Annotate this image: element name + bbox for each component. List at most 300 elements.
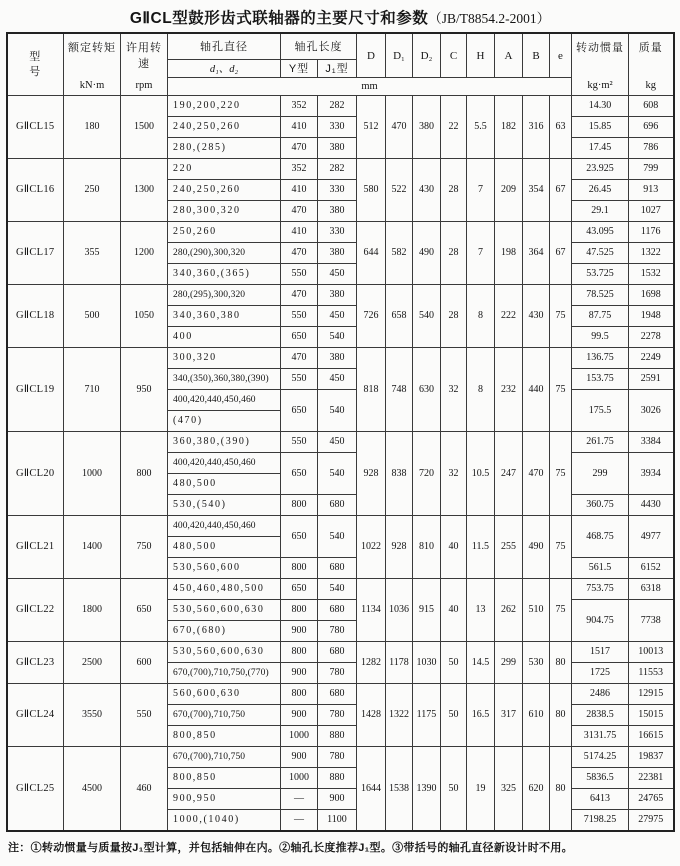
header-dim-D1: D₁: [386, 33, 413, 78]
table-row: [7, 516, 674, 558]
speed-cell: 800: [121, 432, 168, 516]
dim-cell: 1322: [386, 684, 413, 747]
dim-cell: 10.5: [467, 432, 495, 516]
j-length-cell: 680: [318, 558, 357, 579]
header-bore-length: 轴孔长度: [281, 33, 357, 59]
dim-cell: 1282: [357, 642, 386, 684]
bore-diameters: 670,(680): [173, 625, 227, 636]
torque-cell: 3550: [64, 684, 121, 747]
bore-cell: [168, 306, 281, 327]
bore-diameters: 800,850: [173, 730, 217, 741]
dim-cell: 582: [386, 222, 413, 285]
j-length-cell: 282: [318, 96, 357, 117]
mass-cell: 6318: [629, 579, 674, 600]
dim-cell: 75: [550, 285, 572, 348]
dim-cell: 928: [357, 432, 386, 516]
header-dim-D: D: [357, 33, 386, 78]
bore-diameters: 560,600,630: [173, 688, 241, 699]
header-dim-D2: D₂: [413, 33, 441, 78]
bore-diameters: 220: [173, 163, 193, 174]
dim-cell: 22: [441, 96, 467, 159]
j-length-cell: 540: [318, 390, 357, 432]
bore-cell: [168, 810, 281, 832]
dim-cell: 222: [495, 285, 523, 348]
torque-cell: 250: [64, 159, 121, 222]
j-length-cell: 680: [318, 600, 357, 621]
rated-torque-unit: kN·m: [79, 80, 105, 91]
dim-cell: 1538: [386, 747, 413, 832]
j-length-cell: 450: [318, 432, 357, 453]
dim-cell: 430: [413, 159, 441, 222]
dim-cell: 1022: [357, 516, 386, 579]
dim-cell: 915: [413, 579, 441, 642]
inertia-cell: 5836.5: [572, 768, 629, 789]
j-length-cell: 780: [318, 663, 357, 684]
mass-cell: 2249: [629, 348, 674, 369]
dim-cell: 13: [467, 579, 495, 642]
inertia-cell: 299: [572, 453, 629, 495]
y-length-cell: 470: [281, 348, 318, 369]
dim-cell: 1390: [413, 747, 441, 832]
torque-cell: 180: [64, 96, 121, 159]
mass-cell: 1698: [629, 285, 674, 306]
dim-cell: 182: [495, 96, 523, 159]
bore-diameters: 400,420,440,450,460: [173, 458, 256, 468]
dim-cell: 32: [441, 432, 467, 516]
j-length-cell: 780: [318, 747, 357, 768]
bore-cell: [168, 96, 281, 117]
inertia-cell: 43.095: [572, 222, 629, 243]
dim-cell: 512: [357, 96, 386, 159]
dim-cell: 325: [495, 747, 523, 832]
bore-diameters: 670,(700),710,750: [173, 710, 246, 720]
inertia-cell: 2838.5: [572, 705, 629, 726]
dim-cell: 209: [495, 159, 523, 222]
table-row: [7, 348, 674, 369]
y-length-cell: 410: [281, 117, 318, 138]
bore-cell: [168, 264, 281, 285]
bore-cell: [168, 642, 281, 663]
y-length-cell: 800: [281, 558, 318, 579]
y-length-cell: 800: [281, 684, 318, 705]
mass-cell: 19837: [629, 747, 674, 768]
y-length-cell: —: [281, 789, 318, 810]
j-length-cell: 880: [318, 726, 357, 747]
model-cell: GⅡCL19: [7, 348, 64, 432]
inertia-cell: 1517: [572, 642, 629, 663]
inertia-cell: 360.75: [572, 495, 629, 516]
model-cell: GⅡCL22: [7, 579, 64, 642]
table-row: [7, 432, 674, 453]
j-length-cell: 330: [318, 117, 357, 138]
bore-cell: [168, 516, 281, 558]
dim-cell: 75: [550, 432, 572, 516]
mass-cell: 11553: [629, 663, 674, 684]
bore-diameters: 480,500: [168, 473, 280, 494]
y-length-cell: 352: [281, 96, 318, 117]
torque-cell: 1400: [64, 516, 121, 579]
bore-cell: [168, 579, 281, 600]
y-length-cell: 550: [281, 432, 318, 453]
page-title: [0, 0, 680, 30]
header-dim-H: H: [467, 33, 495, 78]
bore-cell: [168, 243, 281, 264]
dim-cell: 50: [441, 642, 467, 684]
bore-diameters: 530,560,600,630: [173, 646, 265, 657]
inertia-cell: 468.75: [572, 516, 629, 558]
model-cell: GⅡCL20: [7, 432, 64, 516]
dim-cell: 630: [413, 348, 441, 432]
inertia-cell: 5174.25: [572, 747, 629, 768]
y-length-cell: —: [281, 810, 318, 832]
bore-diameters: 450,460,480,500: [173, 583, 265, 594]
mass-cell: 16615: [629, 726, 674, 747]
speed-cell: 550: [121, 684, 168, 747]
j-length-cell: 380: [318, 285, 357, 306]
bore-diameters: 530,560,600: [173, 562, 241, 573]
dim-cell: 7: [467, 222, 495, 285]
bore-cell: [168, 726, 281, 747]
j-length-cell: 540: [318, 516, 357, 558]
dim-cell: 610: [523, 684, 550, 747]
coupling-parameters-table: [6, 32, 675, 832]
dim-cell: 299: [495, 642, 523, 684]
dim-cell: 255: [495, 516, 523, 579]
bore-cell: [168, 768, 281, 789]
torque-cell: 1800: [64, 579, 121, 642]
dim-cell: 28: [441, 159, 467, 222]
inertia-cell: 753.75: [572, 579, 629, 600]
dim-cell: 620: [523, 747, 550, 832]
header-allowable-speed: [121, 33, 168, 96]
speed-cell: 460: [121, 747, 168, 832]
table-row: [7, 684, 674, 705]
dim-cell: 726: [357, 285, 386, 348]
inertia-cell: 3131.75: [572, 726, 629, 747]
mass-cell: 6152: [629, 558, 674, 579]
bore-diameters: 280,(290),300,320: [173, 248, 246, 258]
bore-cell: [168, 369, 281, 390]
y-length-cell: 650: [281, 327, 318, 348]
dim-cell: 28: [441, 222, 467, 285]
speed-cell: 750: [121, 516, 168, 579]
mass-cell: 3384: [629, 432, 674, 453]
bore-diameters: 340,360,(365): [173, 268, 251, 279]
dim-cell: 67: [550, 222, 572, 285]
inertia-cell: 153.75: [572, 369, 629, 390]
inertia-cell: 14.30: [572, 96, 629, 117]
header-dim-C: C: [441, 33, 467, 78]
inertia-cell: 6413: [572, 789, 629, 810]
j-length-cell: 282: [318, 159, 357, 180]
j-length-cell: 330: [318, 222, 357, 243]
bore-diameters: 900,950: [173, 793, 217, 804]
mass-cell: 4977: [629, 516, 674, 558]
torque-cell: 2500: [64, 642, 121, 684]
table-header: [7, 33, 674, 96]
mass-unit: kg: [645, 80, 656, 91]
table-row: [7, 642, 674, 663]
j-length-cell: 680: [318, 642, 357, 663]
torque-cell: 1000: [64, 432, 121, 516]
inertia-cell: 29.1: [572, 201, 629, 222]
mass-cell: 2278: [629, 327, 674, 348]
model-cell: GⅡCL25: [7, 747, 64, 832]
header-mass: [629, 33, 674, 96]
inertia-cell: 78.525: [572, 285, 629, 306]
y-length-cell: 470: [281, 138, 318, 159]
rated-torque-label: 额定转矩: [68, 42, 116, 54]
dim-cell: 928: [386, 516, 413, 579]
mass-cell: 786: [629, 138, 674, 159]
dim-cell: 1134: [357, 579, 386, 642]
dim-cell: 1036: [386, 579, 413, 642]
bore-diameters: 240,250,260: [173, 121, 241, 132]
bore-cell: [168, 600, 281, 621]
header-model: 型号: [7, 33, 64, 96]
bore-cell: [168, 453, 281, 495]
dim-cell: 1030: [413, 642, 441, 684]
dim-cell: 430: [523, 285, 550, 348]
inertia-label: 转动惯量: [576, 42, 624, 54]
dim-cell: 580: [357, 159, 386, 222]
table-row: [7, 285, 674, 306]
y-length-cell: 650: [281, 579, 318, 600]
dim-cell: 63: [550, 96, 572, 159]
dim-cell: 50: [441, 684, 467, 747]
bore-diameters: 250,260: [173, 226, 217, 237]
bore-diameters: 340,360,380: [173, 310, 241, 321]
title-main-text: GⅡCL型鼓形齿式联轴器的主要尺寸和参数: [129, 10, 429, 27]
inertia-cell: 261.75: [572, 432, 629, 453]
dim-cell: 540: [413, 285, 441, 348]
bore-cell: [168, 285, 281, 306]
dim-cell: 522: [386, 159, 413, 222]
y-length-cell: 550: [281, 369, 318, 390]
j-length-cell: 780: [318, 705, 357, 726]
mass-cell: 12915: [629, 684, 674, 705]
dim-cell: 67: [550, 159, 572, 222]
bore-diameters: 670,(700),710,750,(770): [173, 668, 269, 678]
speed-cell: 1050: [121, 285, 168, 348]
mass-cell: 1176: [629, 222, 674, 243]
bore-diameters: 480,500: [168, 536, 280, 557]
header-mm-unit: mm: [168, 78, 572, 96]
inertia-cell: 2486: [572, 684, 629, 705]
table-row: [7, 159, 674, 180]
bore-cell: [168, 663, 281, 684]
bore-diameters: 280,300,320: [173, 205, 241, 216]
inertia-cell: 23.925: [572, 159, 629, 180]
dim-cell: 75: [550, 516, 572, 579]
mass-cell: 22381: [629, 768, 674, 789]
dim-cell: 1175: [413, 684, 441, 747]
j-length-cell: 380: [318, 138, 357, 159]
allowable-speed-unit: rpm: [135, 80, 153, 91]
y-length-cell: 470: [281, 201, 318, 222]
j-length-cell: 780: [318, 621, 357, 642]
y-length-cell: 900: [281, 747, 318, 768]
j-length-cell: 900: [318, 789, 357, 810]
bore-diameters: 1000,(1040): [173, 814, 240, 825]
table-row: [7, 96, 674, 117]
inertia-unit: kg·m²: [587, 80, 613, 91]
j-length-cell: 450: [318, 369, 357, 390]
speed-cell: 1300: [121, 159, 168, 222]
y-length-cell: 1000: [281, 768, 318, 789]
inertia-cell: 47.525: [572, 243, 629, 264]
mass-cell: 3026: [629, 390, 674, 432]
inertia-cell: 561.5: [572, 558, 629, 579]
speed-cell: 1500: [121, 96, 168, 159]
j-length-cell: 450: [318, 306, 357, 327]
inertia-cell: 87.75: [572, 306, 629, 327]
mass-cell: 3934: [629, 453, 674, 495]
mass-cell: 1322: [629, 243, 674, 264]
dim-cell: 14.5: [467, 642, 495, 684]
j-length-cell: 380: [318, 201, 357, 222]
y-length-cell: 800: [281, 495, 318, 516]
mass-cell: 7738: [629, 600, 674, 642]
y-length-cell: 800: [281, 600, 318, 621]
bore-diameters: (470): [168, 410, 280, 431]
inertia-cell: 904.75: [572, 600, 629, 642]
inertia-cell: 26.45: [572, 180, 629, 201]
speed-cell: 650: [121, 579, 168, 642]
dim-cell: 364: [523, 222, 550, 285]
dim-cell: 490: [523, 516, 550, 579]
dim-cell: 40: [441, 516, 467, 579]
model-cell: GⅡCL17: [7, 222, 64, 285]
j-length-cell: 1100: [318, 810, 357, 832]
inertia-cell: 99.5: [572, 327, 629, 348]
header-bore-diameter: 轴孔直径: [168, 33, 281, 59]
bore-diameters: 530,(540): [173, 499, 227, 510]
j-length-cell: 880: [318, 768, 357, 789]
torque-cell: 4500: [64, 747, 121, 832]
dim-cell: 75: [550, 348, 572, 432]
model-cell: GⅡCL15: [7, 96, 64, 159]
speed-cell: 950: [121, 348, 168, 432]
model-cell: GⅡCL18: [7, 285, 64, 348]
bore-cell: [168, 117, 281, 138]
j-length-cell: 380: [318, 348, 357, 369]
inertia-cell: 175.5: [572, 390, 629, 432]
dim-cell: 40: [441, 579, 467, 642]
bore-cell: [168, 684, 281, 705]
j-length-cell: 680: [318, 495, 357, 516]
dim-cell: 470: [523, 432, 550, 516]
inertia-cell: 7198.25: [572, 810, 629, 832]
bore-diameters: 670,(700),710,750: [173, 752, 246, 762]
dim-cell: 658: [386, 285, 413, 348]
bore-cell: [168, 222, 281, 243]
bore-cell: [168, 705, 281, 726]
y-length-cell: 1000: [281, 726, 318, 747]
bore-cell: [168, 201, 281, 222]
inertia-cell: 17.45: [572, 138, 629, 159]
dim-cell: 11.5: [467, 516, 495, 579]
y-length-cell: 900: [281, 663, 318, 684]
inertia-cell: 53.725: [572, 264, 629, 285]
bore-diameters: 360,380,(390): [173, 436, 251, 447]
dim-cell: 490: [413, 222, 441, 285]
table-row: [7, 222, 674, 243]
bore-cell: [168, 159, 281, 180]
bore-cell: [168, 747, 281, 768]
title-standard-number: （JB/T8854.2-2001）: [428, 11, 551, 26]
j-length-cell: 540: [318, 453, 357, 495]
bore-diameters: 300,320: [173, 352, 217, 363]
header-dim-B: B: [523, 33, 550, 78]
dim-cell: 7: [467, 159, 495, 222]
inertia-cell: 1725: [572, 663, 629, 684]
header-y-type: Y型: [281, 59, 318, 78]
inertia-cell: 136.75: [572, 348, 629, 369]
header-inertia: [572, 33, 629, 96]
dim-cell: 80: [550, 747, 572, 832]
y-length-cell: 900: [281, 705, 318, 726]
mass-cell: 799: [629, 159, 674, 180]
bore-cell: [168, 180, 281, 201]
bore-diameters: 340,(350),360,380,(390): [173, 374, 269, 384]
y-length-cell: 470: [281, 285, 318, 306]
dim-cell: 818: [357, 348, 386, 432]
bore-diameters: 400: [173, 331, 193, 342]
bore-cell: [168, 138, 281, 159]
y-length-cell: 650: [281, 516, 318, 558]
dim-cell: 317: [495, 684, 523, 747]
dim-cell: 232: [495, 348, 523, 432]
dim-cell: 1428: [357, 684, 386, 747]
bore-diameters: 280,(295),300,320: [173, 290, 246, 300]
torque-cell: 500: [64, 285, 121, 348]
y-length-cell: 650: [281, 453, 318, 495]
dim-cell: 247: [495, 432, 523, 516]
y-length-cell: 800: [281, 642, 318, 663]
dim-cell: 1644: [357, 747, 386, 832]
speed-cell: 1200: [121, 222, 168, 285]
dim-cell: 354: [523, 159, 550, 222]
dim-cell: 75: [550, 579, 572, 642]
j-length-cell: 450: [318, 264, 357, 285]
bore-diameters: 530,560,600,630: [173, 604, 265, 615]
dim-cell: 810: [413, 516, 441, 579]
dim-cell: 644: [357, 222, 386, 285]
bore-diameters: 280,(285): [173, 142, 227, 153]
mass-cell: 1027: [629, 201, 674, 222]
bore-cell: [168, 390, 281, 432]
allowable-speed-label: 许用转速: [126, 42, 162, 70]
dim-cell: 440: [523, 348, 550, 432]
torque-cell: 710: [64, 348, 121, 432]
dim-cell: 1178: [386, 642, 413, 684]
dim-cell: 720: [413, 432, 441, 516]
dim-cell: 16.5: [467, 684, 495, 747]
bore-diameters: 400,420,440,450,460: [173, 521, 256, 531]
bore-cell: [168, 558, 281, 579]
bore-cell: [168, 432, 281, 453]
y-length-cell: 352: [281, 159, 318, 180]
footnote: 注：①转动惯量与质量按J₁型计算，并包括轴伸在内。②轴孔长度推荐J₁型。③带括号的轴孔直径新设计时不用。: [8, 842, 573, 854]
dim-cell: 80: [550, 642, 572, 684]
j-length-cell: 540: [318, 579, 357, 600]
y-length-cell: 550: [281, 306, 318, 327]
j-length-cell: 330: [318, 180, 357, 201]
table-row: [7, 579, 674, 600]
y-length-cell: 470: [281, 243, 318, 264]
dim-cell: 530: [523, 642, 550, 684]
